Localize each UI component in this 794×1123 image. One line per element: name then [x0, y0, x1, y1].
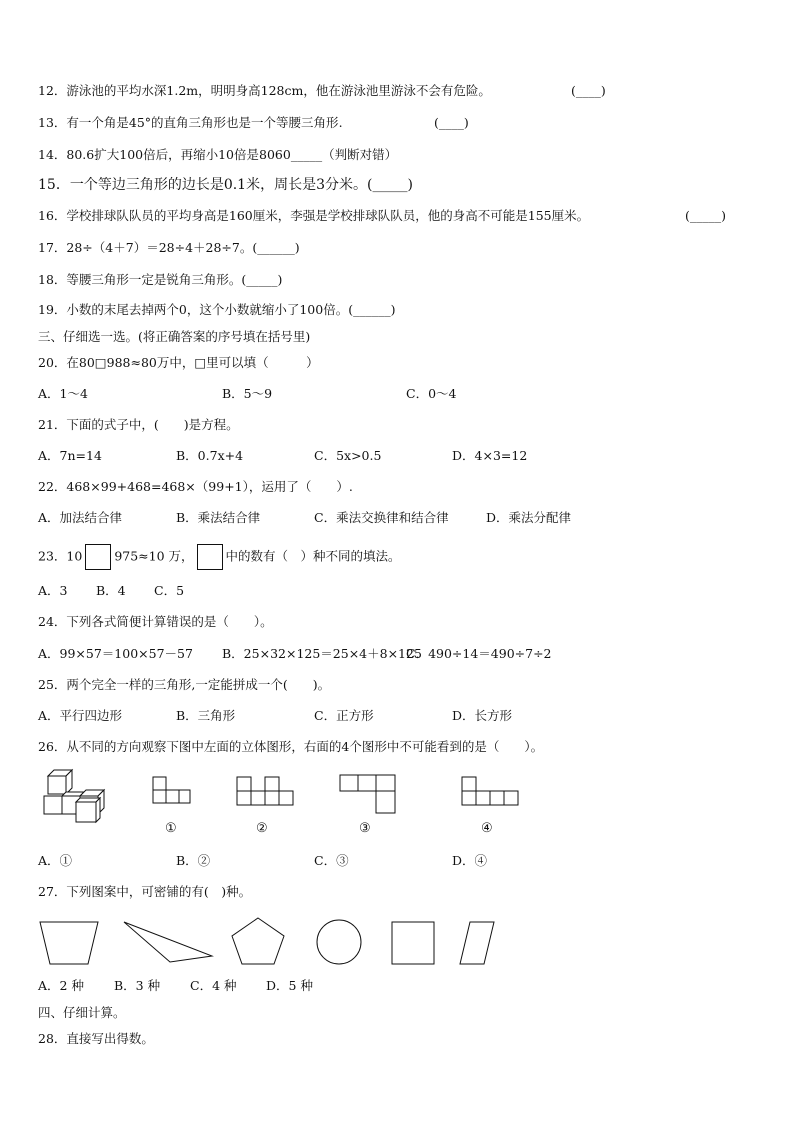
question-17: 17．28÷（4＋7）＝28÷4＋28÷7。(______) [38, 240, 300, 255]
q26-option-d[interactable]: D．④ [452, 853, 488, 868]
question-14: 14．80.6扩大100倍后，再缩小10倍是8060_____（判断对错） [38, 147, 398, 162]
q24-option-b[interactable]: B．25×32×125＝25×4＋8×125 [222, 646, 422, 661]
pentagon-shape [232, 918, 284, 964]
view-figure-1 [152, 776, 192, 816]
digit-box[interactable] [85, 544, 111, 570]
answer-blank-12[interactable]: (____) [571, 83, 606, 98]
q25-option-c[interactable]: C．正方形 [314, 708, 374, 723]
q22-option-c[interactable]: C．乘法交换律和结合律 [314, 510, 449, 525]
square-shape [392, 922, 434, 964]
q24-option-a[interactable]: A．99×57＝100×57－57 [38, 646, 193, 661]
figure-label-1: ① [165, 821, 177, 836]
cube-solid-figure [40, 768, 110, 828]
q27-option-c[interactable]: C．4 种 [190, 978, 237, 993]
q25-option-a[interactable]: A．平行四边形 [38, 708, 123, 723]
q22-option-a[interactable]: A．加法结合律 [38, 510, 123, 525]
q27-option-b[interactable]: B．3 种 [114, 978, 161, 993]
question-21: 21．下面的式子中，( )是方程。 [38, 417, 239, 432]
q26-option-c[interactable]: C．③ [314, 853, 349, 868]
q21-option-a[interactable]: A．7n=14 [38, 448, 102, 463]
question-28: 28．直接写出得数。 [38, 1031, 154, 1046]
q25-option-b[interactable]: B．三角形 [176, 708, 236, 723]
question-25: 25．两个完全一样的三角形,一定能拼成一个( )。 [38, 677, 331, 692]
question-22: 22．468×99+468=468×（99+1），运用了（ ）. [38, 479, 353, 494]
q24-option-c[interactable]: C．490÷14＝490÷7÷2 [406, 646, 552, 661]
answer-blank-16[interactable]: (_____) [685, 208, 727, 223]
answer-blank-13[interactable]: (____) [434, 115, 469, 130]
triangle-shape [124, 922, 212, 962]
view-figure-2 [236, 776, 294, 816]
question-20: 20．在80□988≈80万中，□里可以填（ ） [38, 355, 319, 370]
view-figure-3 [339, 774, 397, 816]
q20-option-a[interactable]: A．1～4 [38, 386, 88, 401]
trapezoid-shape [40, 922, 98, 964]
question-13: 13．有一个角是45°的直角三角形也是一个等腰三角形. [38, 115, 343, 130]
q27-option-d[interactable]: D．5 种 [266, 978, 313, 993]
q26-option-b[interactable]: B．② [176, 853, 211, 868]
q21-option-d[interactable]: D．4×3=12 [452, 448, 528, 463]
circle-shape [317, 920, 361, 964]
question-15: 15．一个等边三角形的边长是0.1米，周长是3分米。(_____) [38, 177, 413, 193]
q23-option-c[interactable]: C．5 [154, 583, 185, 598]
q21-option-c[interactable]: C．5x>0.5 [314, 448, 382, 463]
q23-option-a[interactable]: A．3 [38, 583, 68, 598]
parallelogram-shape [460, 922, 494, 964]
q20-option-c[interactable]: C．0～4 [406, 386, 457, 401]
q21-option-b[interactable]: B．0.7x+4 [176, 448, 244, 463]
tiling-shapes [38, 916, 498, 970]
question-23: 23．10 975≈10 万， 中的数有（ ）种不同的填法。 [38, 544, 401, 570]
q23-option-b[interactable]: B．4 [96, 583, 126, 598]
question-24: 24．下列各式简便计算错误的是（ ）。 [38, 614, 273, 629]
figure-label-2: ② [256, 821, 268, 836]
section-4-heading: 四、仔细计算。 [38, 1005, 126, 1020]
q22-option-d[interactable]: D．乘法分配律 [486, 510, 572, 525]
question-16: 16．学校排球队队员的平均身高是160厘米，李强是学校排球队队员，他的身高不可能是155厘米。 [38, 208, 590, 223]
q27-option-a[interactable]: A．2 种 [38, 978, 84, 993]
view-figure-4 [461, 776, 519, 816]
question-18: 18．等腰三角形一定是锐角三角形。(_____) [38, 272, 283, 287]
section-3-heading: 三、仔细选一选。(将正确答案的序号填在括号里) [38, 329, 311, 344]
question-12: 12．游泳池的平均水深1.2m，明明身高128cm，他在游泳池里游泳不会有危险。 [38, 83, 491, 98]
q25-option-d[interactable]: D．长方形 [452, 708, 513, 723]
question-19: 19．小数的末尾去掉两个0，这个小数就缩小了100倍。(______) [38, 302, 396, 317]
figure-label-3: ③ [359, 821, 371, 836]
digit-box[interactable] [197, 544, 223, 570]
question-26: 26．从不同的方向观察下图中左面的立体图形，右面的4个图形中不可能看到的是（ ）。 [38, 739, 544, 754]
q20-option-b[interactable]: B．5～9 [222, 386, 273, 401]
question-27: 27．下列图案中，可密铺的有( )种。 [38, 884, 252, 899]
figure-label-4: ④ [481, 821, 493, 836]
q22-option-b[interactable]: B．乘法结合律 [176, 510, 261, 525]
q26-option-a[interactable]: A．① [38, 853, 73, 868]
